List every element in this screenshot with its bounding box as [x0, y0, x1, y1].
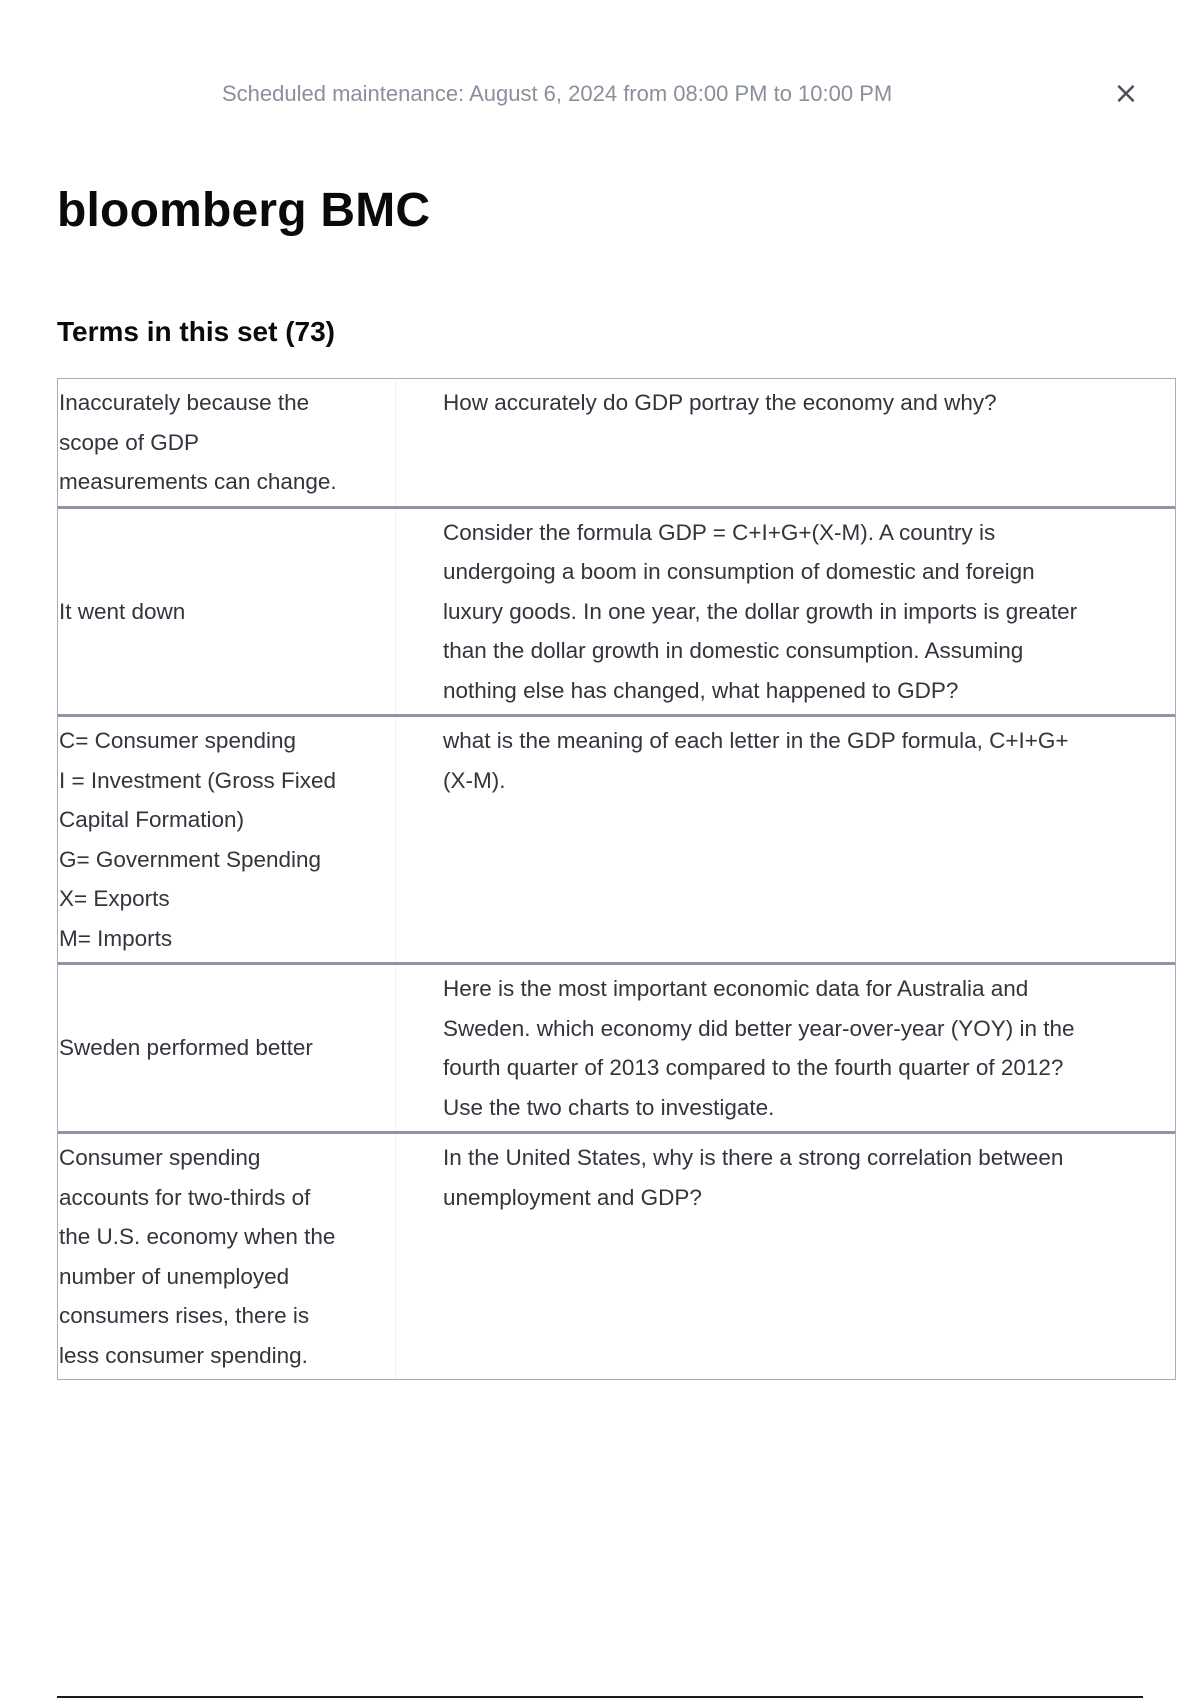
- term-text: [59, 383, 337, 502]
- term-line: Consumer spending: [59, 1145, 261, 1170]
- definition-cell: Consider the formula GDP = C+I+G+(X-M). A country is undergoing a boom in consumption of domestic and foreign luxury goods. In one year, the dollar growth in imports is greater than the dollar growth in domestic consumption. Assuming nothing else has changed, what happened to GDP?: [443, 519, 1078, 703]
- term-line: less consumer spending.: [59, 1342, 308, 1368]
- term-text: [59, 592, 185, 632]
- term-line: Sweden performed better: [59, 1035, 313, 1061]
- term-line: accounts for two-thirds of: [59, 1184, 311, 1210]
- term-cell: [58, 379, 395, 506]
- term-line: consumers rises, there is: [59, 1303, 310, 1328]
- definition-cell: what is the meaning of each letter in the GDP formula, C+I+G+(X-M).: [443, 728, 1069, 793]
- term-line: C= Consumer spending: [59, 728, 297, 753]
- term-row: [58, 714, 1175, 962]
- term-text: [59, 1028, 313, 1068]
- term-cell: [58, 509, 395, 715]
- term-line: measurements can change.: [59, 469, 337, 494]
- term-line: the U.S. economy when the: [59, 1224, 336, 1249]
- term-row: [58, 379, 1175, 506]
- terms-count-heading: Terms in this set (73): [57, 316, 336, 347]
- footer-divider: [57, 1696, 1143, 1698]
- maintenance-banner-text: Scheduled maintenance: August 6, 2024 from 08:00 PM to 10:00 PM: [222, 81, 893, 106]
- definition-cell: How accurately do GDP portray the economy and why?: [443, 390, 997, 415]
- term-cell: [58, 965, 395, 1131]
- close-icon[interactable]: ×: [1113, 76, 1139, 111]
- term-line: M= Imports: [59, 925, 173, 951]
- term-text: [59, 1138, 335, 1375]
- term-line: X= Exports: [59, 886, 170, 911]
- term-row: [58, 962, 1175, 1131]
- term-line: It went down: [59, 598, 186, 624]
- term-row: [58, 506, 1175, 715]
- term-cell: [58, 1134, 395, 1379]
- terms-table: [57, 378, 1176, 1380]
- term-line: number of unemployed: [59, 1263, 290, 1289]
- term-line: scope of GDP: [59, 429, 200, 455]
- definition-cell: Here is the most important economic data for Australia and Sweden. which economy did better year-over-year (YOY) in the fourth quarter of 2013 compared to the fourth quarter of 2012? Use the two charts to investigate.: [443, 976, 1075, 1120]
- set-title: bloomberg BMC: [57, 184, 431, 237]
- term-line: Inaccurately because the: [59, 390, 310, 415]
- term-line: I = Investment (Gross Fixed: [59, 767, 336, 793]
- definition-cell: In the United States, why is there a strong correlation between unemployment and GDP?: [443, 1145, 1064, 1210]
- term-text: [59, 721, 336, 958]
- term-line: Capital Formation): [59, 807, 245, 832]
- term-line: G= Government Spending: [59, 846, 322, 872]
- term-cell: [58, 717, 395, 962]
- maintenance-banner: [0, 78, 1200, 112]
- term-row: [58, 1131, 1175, 1379]
